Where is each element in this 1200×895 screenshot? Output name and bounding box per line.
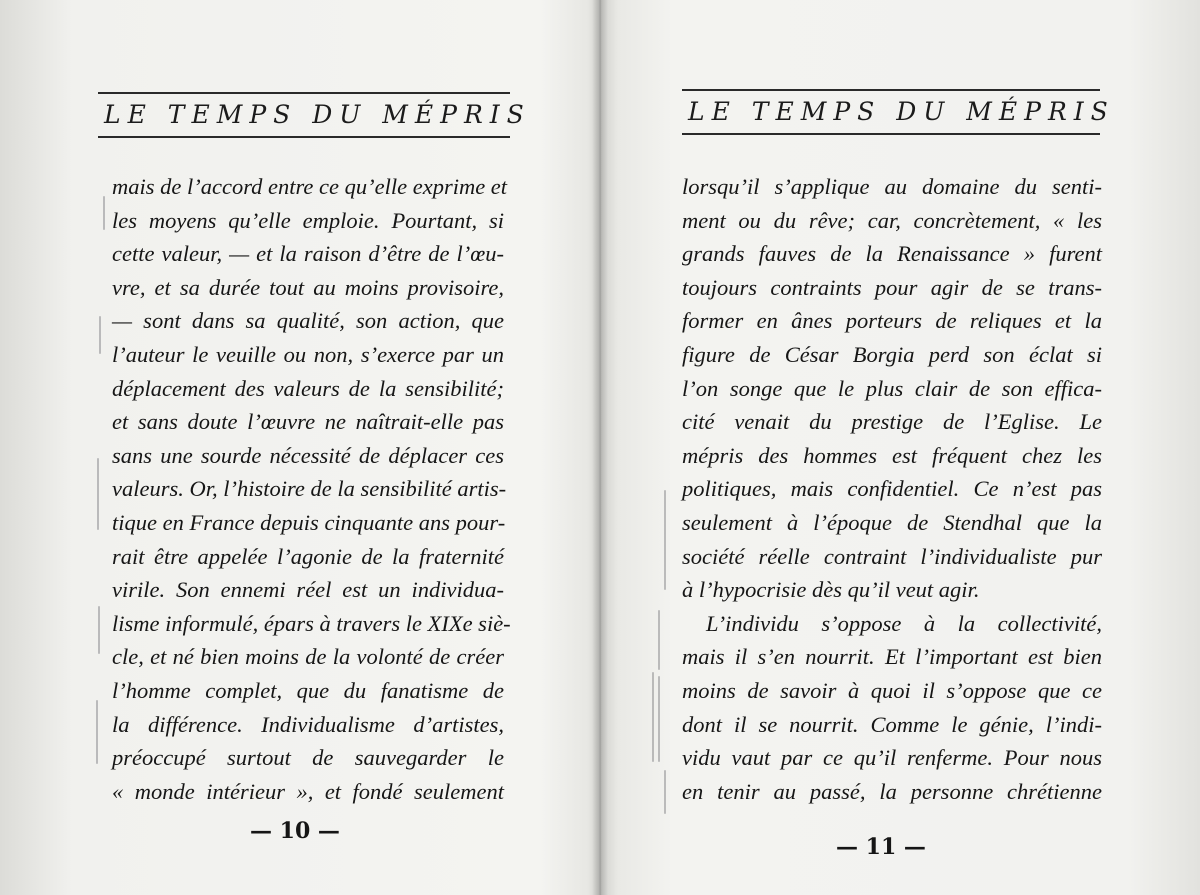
text-line: L’individu s’oppose à la collectivité, [706, 610, 1102, 636]
text-line: figure de César Borgia perd son éclat si [682, 341, 1102, 367]
pencil-mark [98, 606, 100, 654]
text-line: former en ânes porteurs de reliques et la [682, 308, 1102, 334]
text-line: sans une sourde nécessité de déplacer ces [112, 442, 504, 468]
text-line: l’auteur le veuille ou non, s’exerce par un [112, 341, 504, 367]
text-line: société réelle contraint l’individualiste pur [682, 543, 1102, 569]
text-line: politiques, mais confidentiel. Ce n’est pas [682, 476, 1102, 502]
text-line: en tenir au passé, la personne chrétienne [682, 778, 1102, 804]
text-line: la différence. Individualisme d’artistes, [112, 711, 504, 737]
text-line: lorsqu’il s’applique au domaine du senti- [682, 174, 1102, 199]
pencil-mark [658, 610, 660, 670]
left-page-number: — 10 — [250, 818, 340, 844]
pencil-mark [99, 316, 101, 354]
right-page [606, 0, 1200, 895]
text-line: mais il s’en nourrit. Et l’important est bien [682, 644, 1102, 670]
right-body-text [682, 170, 1102, 808]
text-line: à l’hypocrisie dès qu’il veut agir. [682, 577, 980, 603]
pencil-mark [658, 676, 660, 762]
text-line: dont il se nourrit. Comme le génie, l’indi- [682, 711, 1102, 737]
pencil-mark [664, 490, 666, 590]
text-line: lisme informulé, épars à travers le XIXe siè- [112, 610, 511, 636]
left-running-head-text: LE TEMPS DU MÉPRIS [104, 100, 531, 129]
text-line: et sans doute l’œuvre ne naîtrait-elle pas [112, 409, 504, 435]
text-line: grands fauves de la Renaissance » furent [682, 241, 1102, 267]
text-line: l’on songe que le plus clair de son effica- [682, 375, 1102, 401]
text-line: les moyens qu’elle emploie. Pourtant, si [112, 207, 504, 233]
right-page-number: — 11 — [836, 834, 926, 860]
text-line: préoccupé surtout de sauvegarder le [112, 745, 504, 771]
text-line: déplacement des valeurs de la sensibilité; [112, 375, 504, 401]
right-running-head [682, 89, 1115, 135]
text-line: ment ou du rêve; car, concrètement, « les [682, 207, 1102, 233]
pencil-mark [664, 770, 666, 814]
left-page [0, 0, 594, 895]
text-line: valeurs. Or, l’histoire de la sensibilité artis- [112, 476, 507, 502]
pencil-mark [652, 672, 654, 762]
right-running-head-text: LE TEMPS DU MÉPRIS [688, 97, 1115, 126]
left-running-head [98, 92, 531, 138]
text-line: virile. Son ennemi réel est un individua- [112, 577, 504, 603]
text-line: vre, et sa durée tout au moins provisoire, [112, 274, 504, 300]
text-line: cle, et né bien moins de la volonté de créer [112, 644, 504, 670]
text-line: cette valeur, — et la raison d’être de l’œu- [112, 241, 504, 267]
pencil-mark [97, 458, 99, 530]
text-line: rait être appelée l’agonie de la fraternité [112, 543, 504, 569]
text-line: mais de l’accord entre ce qu’elle exprime et [112, 174, 508, 199]
text-line: toujours contraints pour agir de se trans- [682, 274, 1102, 300]
pencil-mark [103, 196, 105, 230]
text-line: vidu vaut par ce qu’il renferme. Pour nous [682, 745, 1102, 771]
text-line: mépris des hommes est fréquent chez les [682, 442, 1102, 468]
text-line: cité venait du prestige de l’Eglise. Le [682, 409, 1102, 435]
text-line: « monde intérieur », et fondé seulement [112, 778, 504, 804]
text-line: moins de savoir à quoi il s’oppose que ce [682, 677, 1102, 703]
pencil-mark [96, 700, 98, 764]
text-line: — sont dans sa qualité, son action, que [112, 308, 504, 334]
text-line: seulement à l’époque de Stendhal que la [682, 509, 1102, 535]
left-body-text [112, 170, 511, 808]
text-line: tique en France depuis cinquante ans pour- [112, 509, 506, 535]
text-line: l’homme complet, que du fanatisme de [112, 677, 504, 703]
